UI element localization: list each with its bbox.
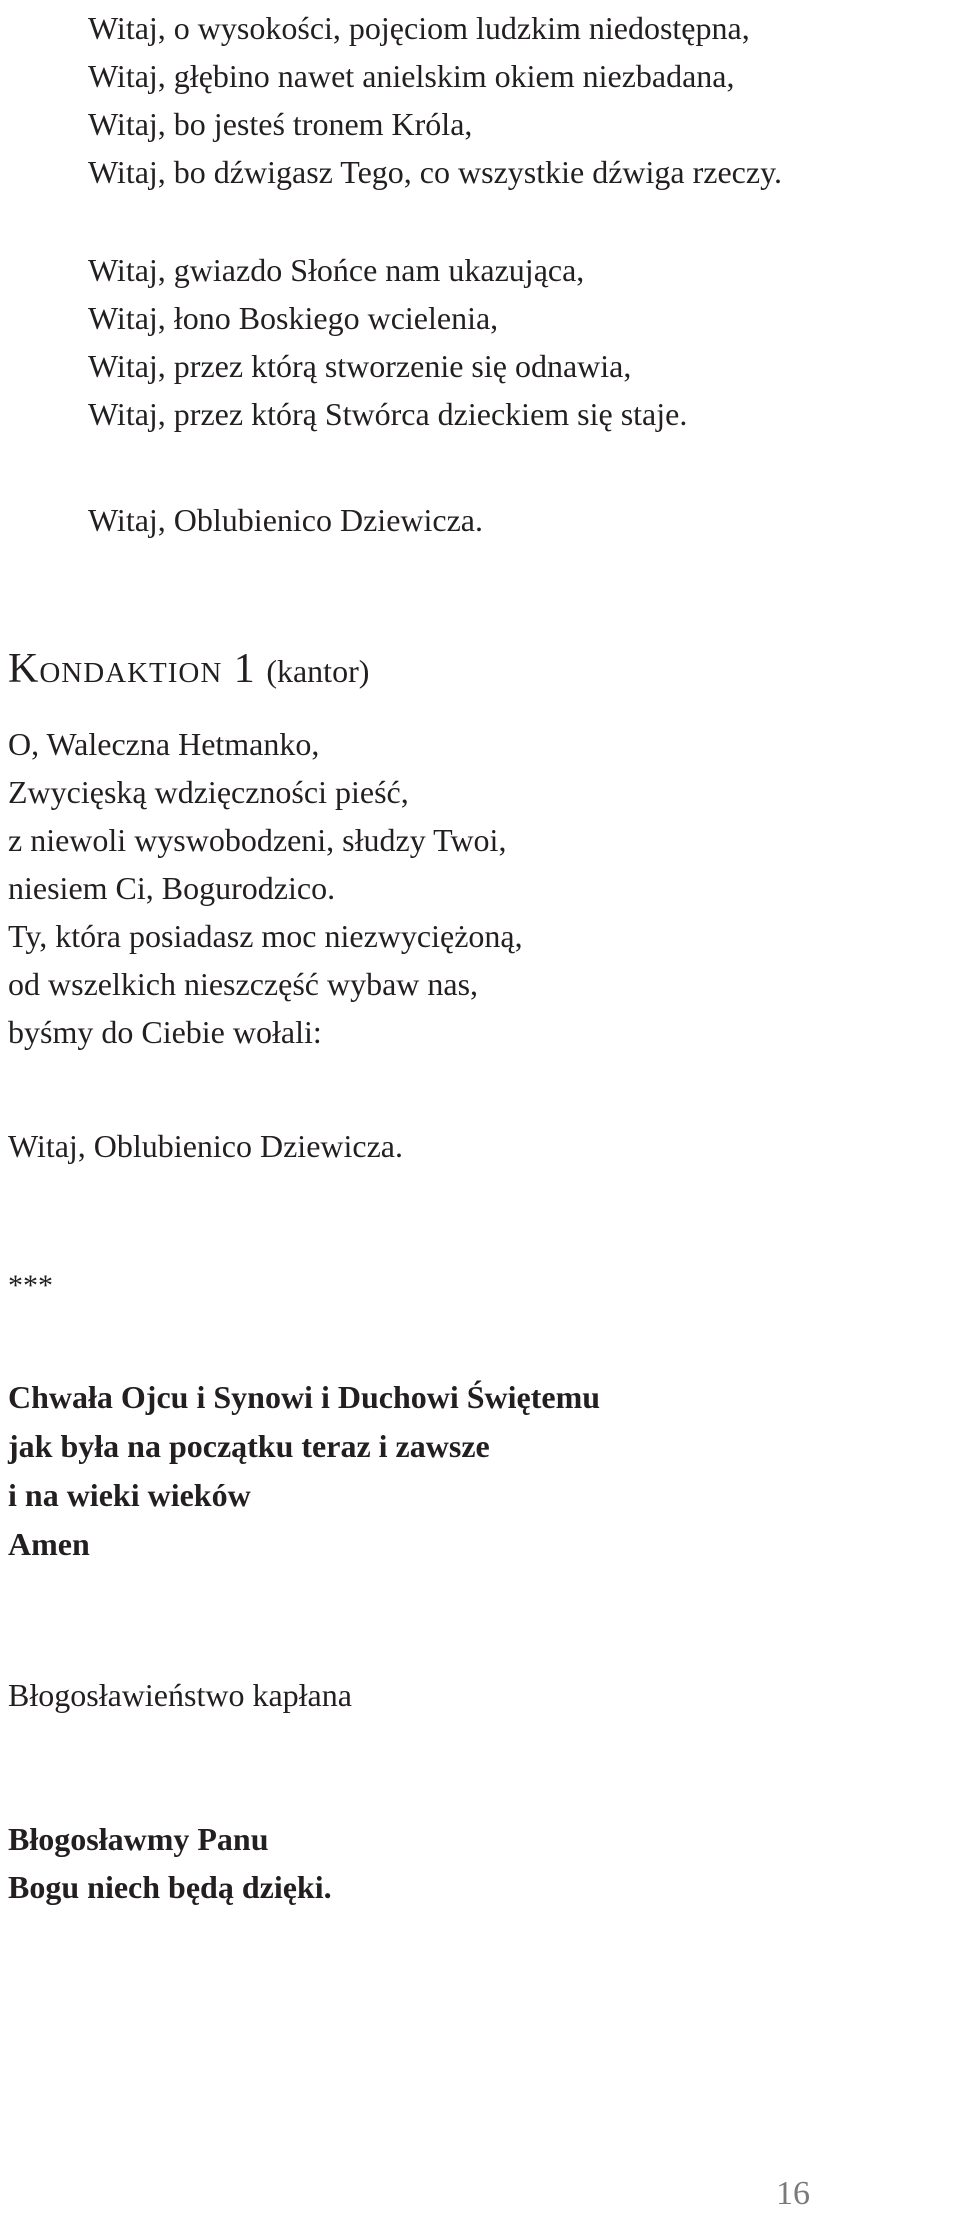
refrain-line: Witaj, Oblubienico Dziewicza. bbox=[8, 1128, 403, 1164]
verse-line: Witaj, głębino nawet anielskim okiem niezbadana, bbox=[88, 58, 735, 94]
verse-line: Ty, która posiadasz moc niezwyciężoną, bbox=[8, 918, 523, 954]
page-number: 16 bbox=[776, 2175, 810, 2212]
response bbox=[8, 1815, 332, 1911]
verse-line: O, Waleczna Hetmanko, bbox=[8, 726, 320, 762]
kondaktion-body bbox=[8, 720, 523, 1056]
section-separator: *** bbox=[8, 1269, 53, 1302]
verse-line: Witaj, gwiazdo Słońce nam ukazująca, bbox=[88, 252, 585, 288]
verse-line: niesiem Ci, Bogurodzico. bbox=[8, 870, 336, 906]
doxology-line: i na wieki wieków bbox=[8, 1477, 251, 1513]
refrain-line: Witaj, Oblubienico Dziewicza. bbox=[88, 502, 483, 538]
kondaktion-refrain bbox=[8, 1122, 403, 1170]
verse-line: Witaj, przez którą Stwórca dzieckiem się staje. bbox=[88, 396, 688, 432]
stanza-1 bbox=[88, 4, 782, 196]
response-line: Błogosławmy Panu bbox=[8, 1821, 269, 1857]
doxology-line: jak była na początku teraz i zawsze bbox=[8, 1428, 490, 1464]
response-line: Bogu niech będą dzięki. bbox=[8, 1869, 332, 1905]
verse-line: od wszelkich nieszczęść wybaw nas, bbox=[8, 966, 479, 1002]
doxology-line: Chwała Ojcu i Synowi i Duchowi Świętemu bbox=[8, 1379, 601, 1415]
refrain bbox=[88, 496, 483, 544]
doxology bbox=[8, 1373, 600, 1569]
kondaktion-title: Kondaktion 1 bbox=[8, 646, 256, 692]
doxology-line: Amen bbox=[8, 1526, 90, 1562]
blessing-intro bbox=[8, 1671, 352, 1719]
stanza-2 bbox=[88, 246, 687, 438]
verse-line: byśmy do Ciebie wołali: bbox=[8, 1014, 322, 1050]
verse-line: Zwycięską wdzięczności pieść, bbox=[8, 774, 409, 810]
blessing-intro-line: Błogosławieństwo kapłana bbox=[8, 1677, 352, 1713]
verse-line: z niewoli wyswobodzeni, słudzy Twoi, bbox=[8, 822, 507, 858]
verse-line: Witaj, łono Boskiego wcielenia, bbox=[88, 300, 499, 336]
verse-line: Witaj, bo jesteś tronem Króla, bbox=[88, 106, 473, 142]
verse-line: Witaj, o wysokości, pojęciom ludzkim niedostępna, bbox=[88, 10, 750, 46]
kondaktion-subtitle: (kantor) bbox=[266, 653, 370, 689]
verse-line: Witaj, bo dźwigasz Tego, co wszystkie dźwiga rzeczy. bbox=[88, 154, 782, 190]
kondaktion-heading bbox=[8, 641, 369, 699]
verse-line: Witaj, przez którą stworzenie się odnawia, bbox=[88, 348, 632, 384]
